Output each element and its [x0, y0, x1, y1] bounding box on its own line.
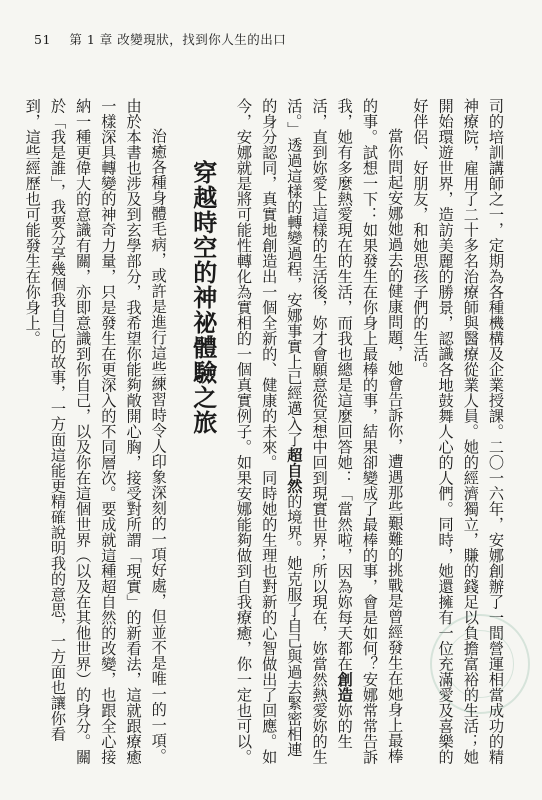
paragraph-text: 的境界。她克服了自己與過去緊密相連的身分認同，真實地創造出一個全新的、健康的未來。同時她的生理也對新的心智做出了回應。如今，安娜就是將可能性轉化為實相的一個真實例子。如果安娜能夠做到自我療癒，你一定也可以。	[234, 98, 304, 765]
section-heading: 穿越時空的神祕體驗之旅	[188, 160, 217, 435]
running-head	[34, 30, 286, 48]
chapter-title: 改變現狀，找到你人生的出口	[117, 32, 287, 47]
paragraph-mystical-journey: 治癒各種身體毛病，或許是進行這些練習時令人印象深刻的一項好處，但並不是唯一的一項。由於本書也涉及到玄學部分，我希望你能夠敞開心胸，接受對所謂「現實」的新看法，這就跟療癒一樣深具轉變的神奇力量，只是發生在更深入的不同層次。要成就這種超自然的改變，也跟全心接納一種更偉大的意識有關，亦即意識到你自己，以及你在這個世界（以及在其他世界）的身分。關於「我是誰」，我要分享幾個我自己的故事，一方面這能更精確說明我的意思，一方面也讓你看到，這些經歷也可能發生在你身上。	[23, 98, 168, 765]
seal-watermark	[430, 614, 530, 714]
paragraph-anna-health	[231, 98, 407, 768]
paragraph-continued: 司的培訓講師之一，定期為各種機構及企業授課。二〇一六年，安娜創辦了一間營運相當成功的精神療院，雇用了二十多名治療師與醫療從業人員。她的經濟獨立，賺的錢足以負擔富裕的生活；她開始環遊世界，造訪美麗的勝景，認識各地鼓舞人心的人們。同時，她還擁有一位充滿愛及喜樂的好伴侶、好朋友，和她思孩子們的生活。	[411, 98, 505, 765]
emphasis-create: 創造	[335, 671, 354, 703]
emphasis-supernatural: 超自然	[285, 446, 304, 494]
page-number: 51	[34, 32, 51, 47]
paragraph-text: 當你問起安娜她過去的健康問題，她會告訴你，遭遇那些艱難的挑戰是曾經發生在她身上最棒的事。試想一下：如果發生在你身上最棒的事，結果卻變成了最棒的事，會是如何？安娜常常告訴我，她有多麼熱愛現在的生活，而我也總是這麼回答她：「當然啦，因為妳每天都在	[335, 98, 405, 765]
chapter-label: 第 1 章	[69, 32, 113, 47]
paragraph-text: 妳的生活，直到妳愛上這樣的生活後，妳才會願意從冥想中回到現實世界；所以現在，妳當然熱愛妳的生活。」透過這樣的轉變過程，安娜事實上已經邁入了	[285, 98, 354, 765]
